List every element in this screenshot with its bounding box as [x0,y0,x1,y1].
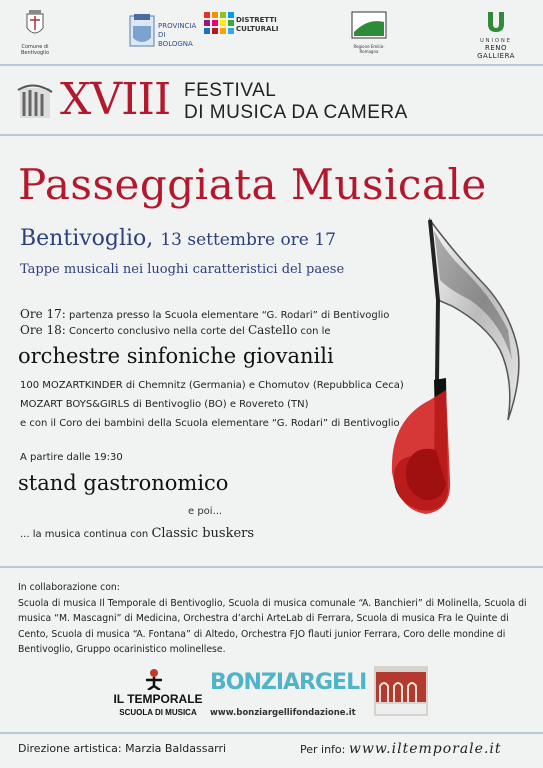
unione-small-label: UNIONE [480,38,512,44]
distretti-logo [204,12,279,48]
comune-logo [18,8,52,56]
collaboration-section [18,580,528,658]
event-place-date [20,226,336,251]
bonziargeli-name: BONZIARGELI [210,670,367,695]
unione-logo [466,10,526,60]
info-line [300,741,502,757]
festival-line1: FESTIVAL [184,80,277,101]
temporale-logo [112,668,204,718]
stand-intro: A partire dalle 19:30 [20,452,123,463]
info-label: Per info: [300,743,346,756]
buskers-label: Classic buskers [151,526,255,541]
header-divider [0,134,543,136]
unione-label: RENO GALLIERA [477,44,515,60]
event-date: 13 settembre ore 17 [160,230,336,250]
provincia-label: PROVINCIA DI BOLOGNA [158,22,197,48]
festival-number: XVIII [60,74,171,125]
festival-name [184,80,408,124]
schedule-row-1 [20,307,389,321]
footer-divider [0,732,543,734]
temporale-name: IL TEMPORALE [113,692,203,706]
music-note-illustration [390,210,540,530]
regione-label: Regione Emilia-Romagna [353,44,385,54]
unione-mark-icon [466,10,526,34]
collab-text: Scuola di musica Il Temporale di Bentivoglio, Scuola di musica comunale “A. Banchieri” di Molinella, Scuola di musica “M. Mascagni” di Medicina, Orchestra d’archi ArteLab di Ferrara, Scuola di musica Fra le Quinte di Cento, Scuola di musica “A. Fontana” di Altedo, Orchestra FJO flauti junior Ferrara, Coro delle mondine di Bentivoglio, Gruppo ocarinistico molinellese. [18,597,527,655]
event-title: Passeggiata Musicale [18,160,487,209]
temporale-sub: SCUOLA DI MUSICA [119,708,197,717]
poi-text: e poi... [188,506,223,517]
event-tagline: Tappe musicali nei luoghi caratteristici del paese [20,262,345,277]
direzione-artistica: Direzione artistica: Marzia Baldassarri [18,742,227,755]
regione-logo [350,10,388,54]
group-line-1: 100 MOZARTKINDER di Chemnitz (Germania) e Chomutov (Repubblica Ceca) [20,380,404,391]
comune-label: Comune di Bentivoglio [20,44,50,56]
stand-heading: stand gastronomico [18,471,229,495]
bonziargeli-logo [208,670,367,722]
festival-line2: DI MUSICA DA CAMERA [184,102,408,123]
continua-text: ... la musica continua con [20,529,152,540]
group-line-2: MOZART BOYS&GIRLS di Bentivoglio (BO) e Rovereto (TN) [20,399,309,410]
provincia-crest-icon [128,12,156,48]
schedule-row-2 [20,323,331,337]
coat-of-arms-icon [18,8,52,40]
festival-emblem-icon [14,82,54,122]
distretti-label: DISTRETTI CULTURALI [236,16,279,33]
info-url[interactable]: www.iltemporale.it [348,741,502,757]
collab-divider [0,566,543,568]
event-place: Bentivoglio, [20,226,154,251]
group-line-3: e con il Coro dei bambini della Scuola elementare “G. Rodari” di Bentivoglio [20,418,400,429]
castello-label: Castello [247,323,298,337]
schedule-text-1: partenza presso la Scuola elementare “G. Rodari” di Bentivoglio [65,310,390,321]
bonziargeli-url: www.bonziargellifondazione.it [210,708,356,718]
orchestre-heading: orchestre sinfoniche giovanili [18,344,334,368]
continua-line [20,526,254,541]
schedule-time-2: Ore 18: [20,323,66,337]
temporale-figure-icon [136,668,172,690]
collab-title: In collaborazione con: [18,582,120,593]
top-divider [0,64,543,66]
building-photo-icon [374,666,428,716]
schedule-tail-2: con le [297,326,331,337]
regione-flag-icon [350,10,388,40]
schedule-text-2: Concerto conclusivo nella corte del [65,326,248,337]
schedule-time-1: Ore 17: [20,307,66,321]
